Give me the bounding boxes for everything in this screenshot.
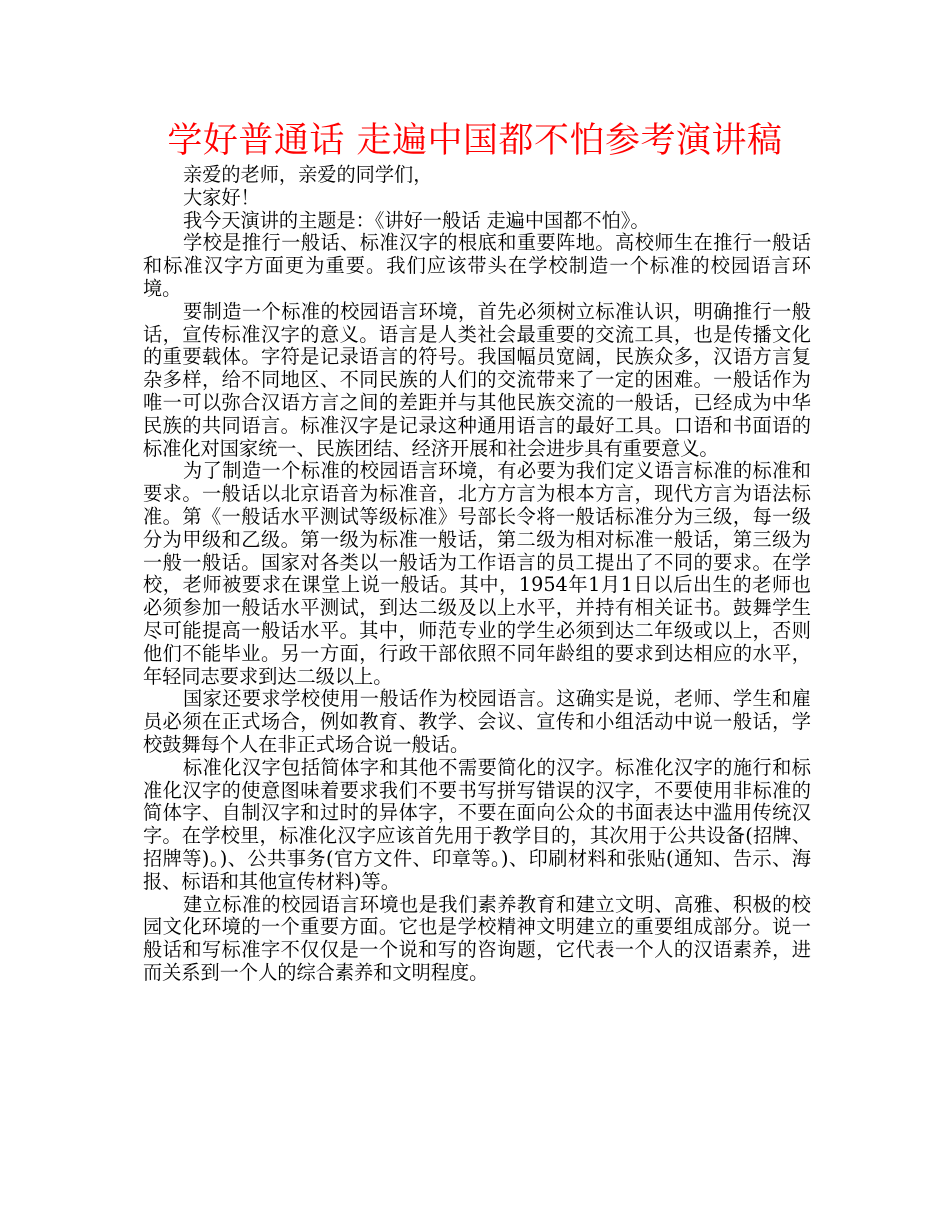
greeting-paragraph: 大家好！ [183,185,260,209]
salutation-paragraph: 亲爱的老师，亲爱的同学们， [183,163,433,186]
topic-paragraph: 我今天演讲的主题是：《讲好一般话 走遍中国都不怕》。 [183,208,650,232]
body-paragraph: 为了制造一个标准的校园语言环境，有必要为我们定义语言标准的标准和要求。一般话以北京语音为标准音，北方方言为根本方言，现代方言为语法标准。第《一般话水平测试等级标准》号部长令将一般话标准分为三级，每一级分为甲级和乙级。第一级为标准一般话，第二级为相对标准一般话，第三级为一般一般话。国家对各类以一般话为工作语言的员工提出了不同的要求。在学校，老师被要求在课堂上说一般话。其中，1954年1月1日以后出生的老师也必须参加一般话水平测试，到达二级及以上水平，并持有相关证书。鼓舞学生尽可能提高一般话水平。其中，师范专业的学生必须到达二年级或以上，否则他们不能毕业。另一方面，行政干部依照不同年龄组的要求到达相应的水平，年轻同志要求到达二级以上。 [143,459,811,688]
body-paragraph: 建立标准的校园语言环境也是我们素养教育和建立文明、高雅、积极的校园文化环境的一个重要方面。它也是学校精神文明建立的重要组成部分。说一般话和写标准字不仅仅是一个说和写的咨询题，它代表一个人的汉语素养，进而关系到一个人的综合素养和文明程度。 [143,892,811,984]
body-paragraph: 要制造一个标准的校园语言环境，首先必须树立标准认识，明确推行一般话，宣传标准汉字的意义。语言是人类社会最重要的交流工具，也是传播文化的重要载体。字符是记录语言的符号。我国幅员宽阔，民族众多，汉语方言复杂多样，给不同地区、不同民族的人们的交流带来了一定的困难。一般话作为唯一可以弥合汉语方言之间的差距并与其他民族交流的一般话，已经成为中华民族的共同语言。标准汉字是记录这种通用语言的最好工具。口语和书面语的标准化对国家统一、民族团结、经济开展和社会进步具有重要意义。 [143,299,811,460]
document-body [143,164,811,985]
body-paragraph: 学校是推行一般话、标准汉字的根底和重要阵地。高校师生在推行一般话和标准汉字方面更为重要。我们应该带头在学校制造一个标准的校园语言环境。 [143,231,811,300]
body-paragraph: 标准化汉字包括简体字和其他不需要简化的汉字。标准化汉字的施行和标准化汉字的使意图味着要求我们不要书写拼写错误的汉字，不要使用非标准的简体字、自制汉字和过时的异体字，不要在面向公众的书面表达中滥用传统汉字。在学校里，标准化汉字应该首先用于教学目的，其次用于公共设备(招牌、招牌等)。)、公共事务(官方文件、印章等。)、印刷材料和张贴(通知、告示、海报、标语和其他宣传材料)等。 [143,755,811,893]
document-title: 学好普通话 走遍中国都不怕参考演讲稿 [167,121,783,161]
body-paragraph: 国家还要求学校使用一般话作为校园语言。这确实是说，老师、学生和雇员必须在正式场合，例如教育、教学、会议、宣传和小组活动中说一般话，学校鼓舞每个人在非正式场合说一般话。 [143,687,811,756]
